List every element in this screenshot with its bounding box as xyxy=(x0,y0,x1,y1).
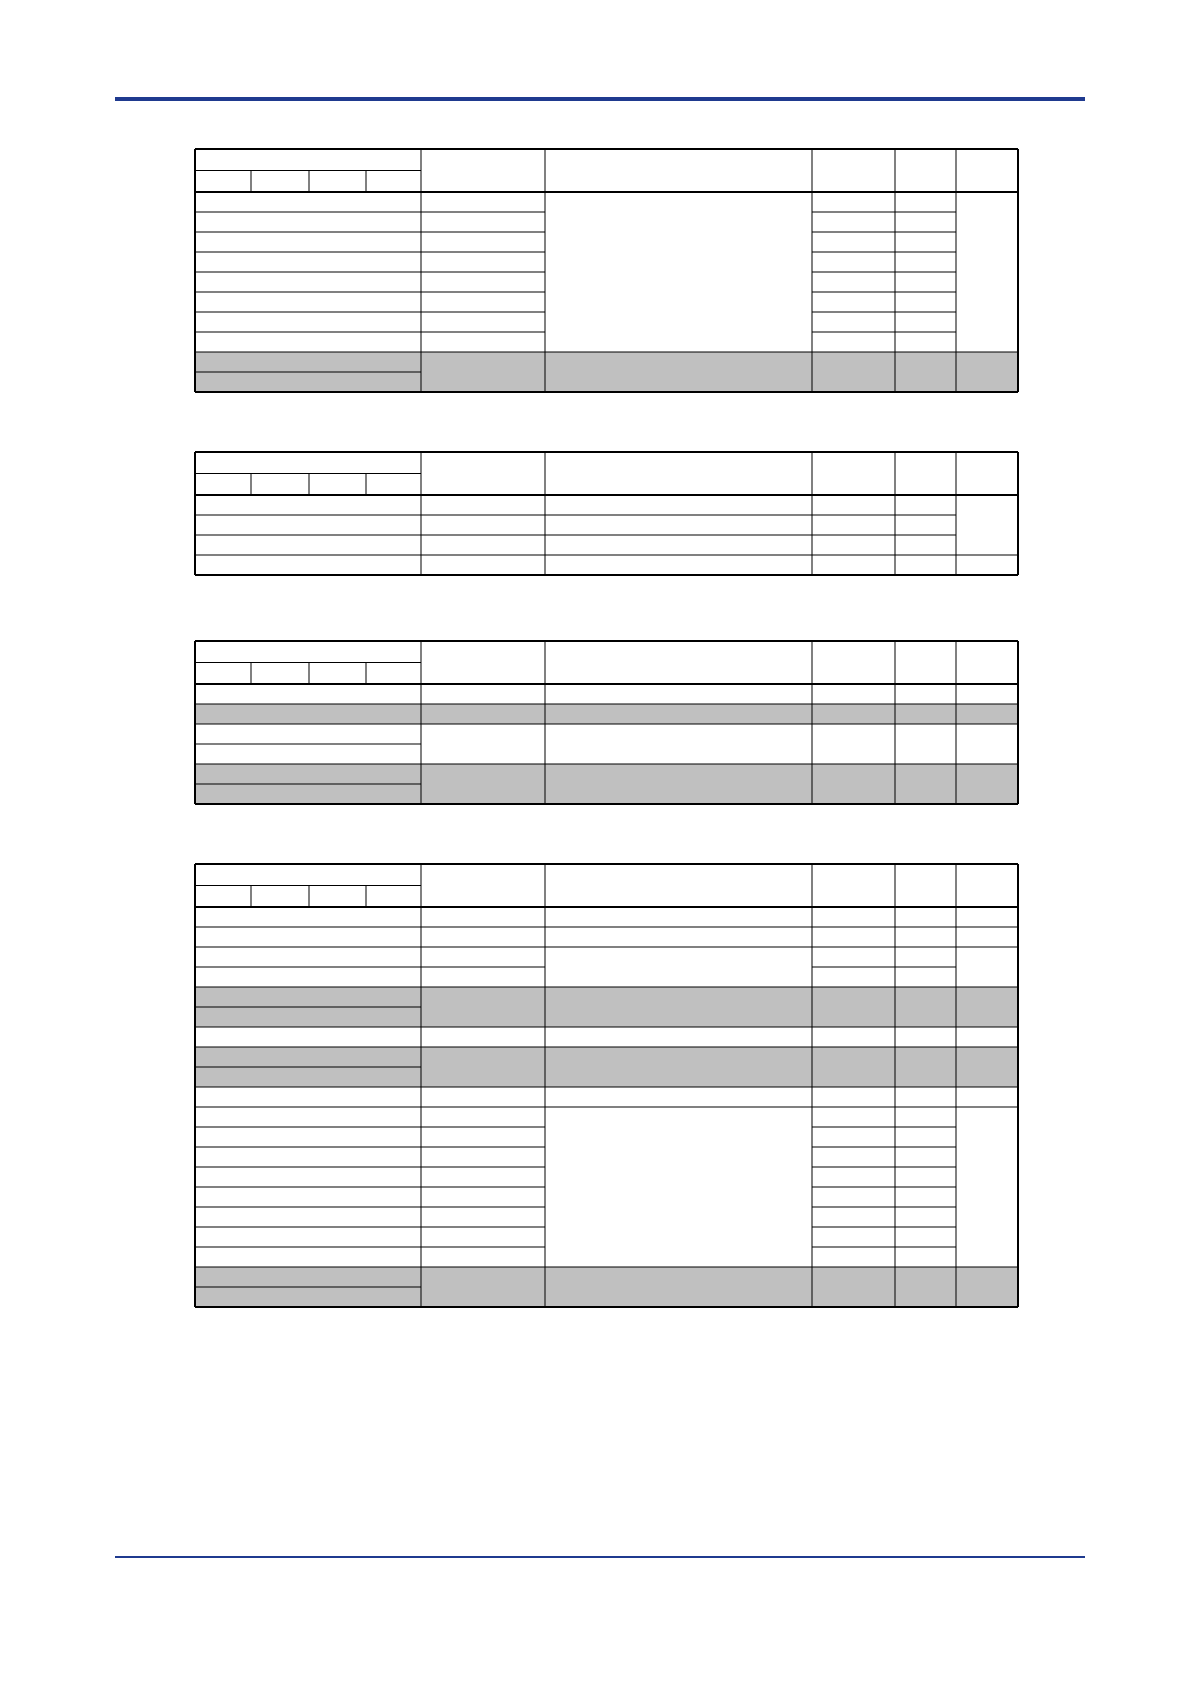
footer-rule xyxy=(115,1556,1085,1558)
